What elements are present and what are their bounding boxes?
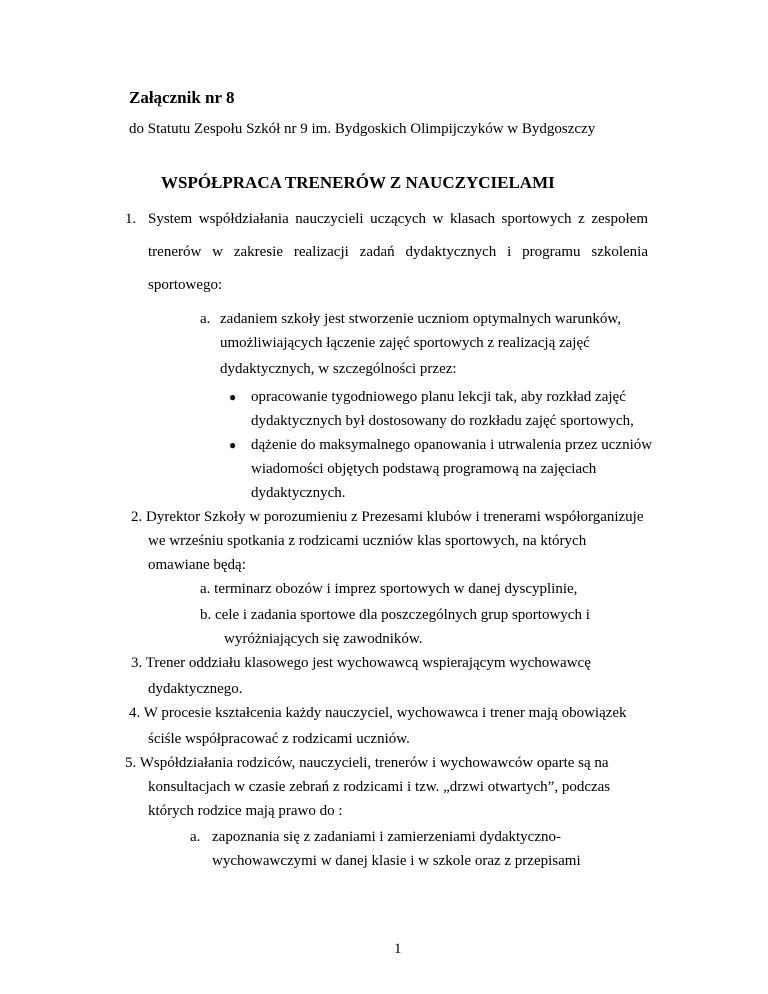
section-1-item-a-line-3: dydaktycznych, w szczególności przez: [220, 361, 457, 377]
bullet-2-line-3: dydaktycznych. [251, 485, 346, 501]
section-5-item-a-label: a. [190, 829, 201, 845]
section-1-line-1: System współdziałania nauczycieli uczących w klasach sportowych z zespołem [148, 211, 648, 227]
page-number: 1 [394, 941, 402, 957]
section-2-item-b-line-2: wyróżniających się zawodników. [224, 631, 423, 647]
section-3-line-2: dydaktycznego. [148, 681, 243, 697]
bullet-1-line-1: opracowanie tygodniowego planu lekcji tak, aby rozkład zajęć [251, 389, 626, 405]
bullet-2-line-2: wiadomości objętych podstawą programową na zajęciach [251, 461, 597, 477]
page-title: WSPÓŁPRACA TRENERÓW Z NAUCZYCIELAMI [161, 173, 555, 192]
section-1-line-2: trenerów w zakresie realizacji zadań dydaktycznych i programu szkolenia [148, 244, 648, 260]
bullet-icon: ● [229, 390, 237, 404]
section-2-line-1: 2. Dyrektor Szkoły w porozumieniu z Prezesami klubów i trenerami współorganizuje [131, 509, 644, 525]
section-1-item-a-line-2: umożliwiających łączenie zajęć sportowych z realizacją zajęć [220, 335, 590, 351]
section-5-item-a-line-1: zapoznania się z zadaniami i zamierzeniami dydaktyczno- [212, 829, 561, 845]
section-4-line-1: 4. W procesie kształcenia każdy nauczyciel, wychowawca i trener mają obowiązek [129, 705, 627, 721]
section-5-line-2: konsultacjach w czasie zebrań z rodzicami i tzw. „drzwi otwartych”, podczas [148, 779, 611, 795]
section-2-line-3: omawiane będą: [148, 557, 246, 573]
bullet-1-line-2: dydaktycznych był dostosowany do rozkładu zajęć sportowych, [251, 413, 634, 429]
section-1-number: 1. [125, 211, 137, 227]
section-5-line-1: 5. Współdziałania rodziców, nauczycieli, trenerów i wychowawców oparte są na [125, 755, 609, 771]
section-2-item-a: a. terminarz obozów i imprez sportowych w danej dyscyplinie, [200, 581, 578, 597]
section-3-line-1: 3. Trener oddziału klasowego jest wychowawcą wspierającym wychowawcę [131, 655, 591, 671]
section-2-item-b-line-1: b. cele i zadania sportowe dla poszczególnych grup sportowych i [200, 607, 590, 623]
annex-heading: Załącznik nr 8 [129, 88, 235, 107]
section-4-line-2: ściśle współpracować z rodzicami uczniów. [148, 731, 410, 747]
bullet-icon: ● [229, 438, 237, 452]
statute-subheading: do Statutu Zespołu Szkół nr 9 im. Bydgoskich Olimpijczyków w Bydgoszczy [129, 121, 596, 137]
bullet-2-line-1: dążenie do maksymalnego opanowania i utrwalenia przez uczniów [251, 437, 653, 453]
section-5-line-3: których rodzice mają prawo do : [148, 803, 343, 819]
section-1-line-3: sportowego: [148, 277, 223, 293]
section-1-item-a-line-1: zadaniem szkoły jest stworzenie uczniom optymalnych warunków, [220, 311, 621, 327]
section-5-item-a-line-2: wychowawczymi w danej klasie i w szkole oraz z przepisami [212, 853, 581, 869]
section-1-item-a-label: a. [200, 311, 211, 327]
section-2-line-2: we wrześniu spotkania z rodzicami uczniów klas sportowych, na których [148, 533, 587, 549]
